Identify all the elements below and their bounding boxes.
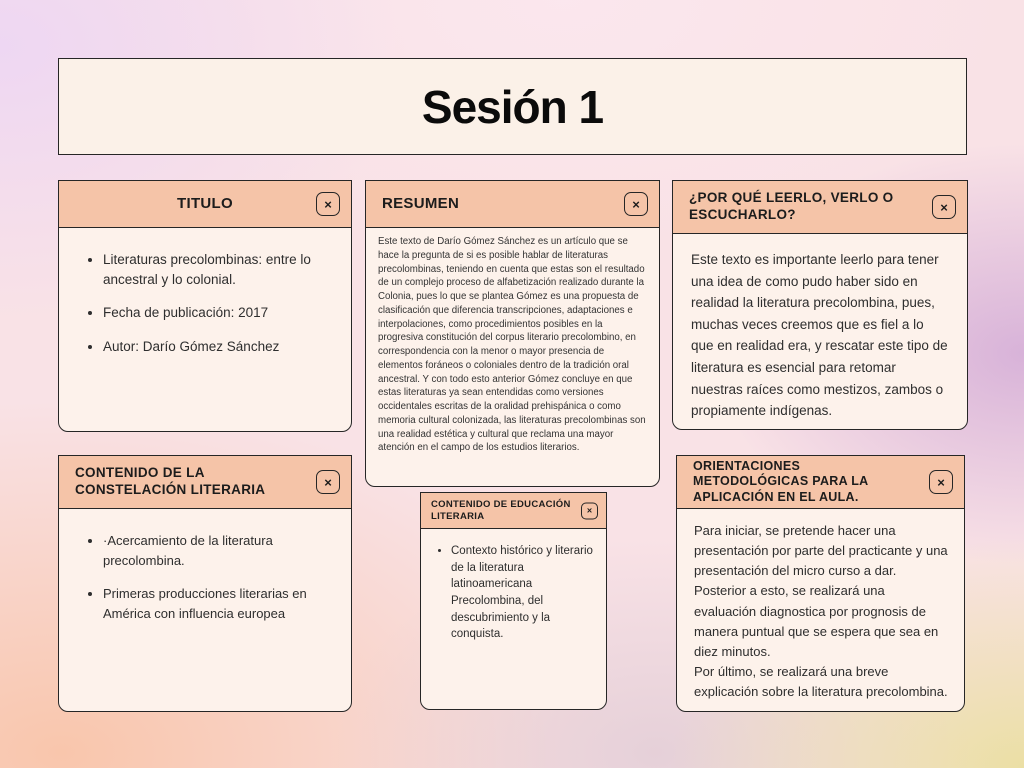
- session-title-banner: [58, 58, 967, 155]
- card-constelacion-body: [59, 509, 351, 711]
- card-educacion-header: [421, 493, 606, 529]
- card-orientaciones-title: ORIENTACIONES METODOLÓGICAS PARA LA APLICACIÓN EN EL AULA.: [693, 458, 869, 504]
- list-item: • Primeras producciones literarias en América con influencia europea: [103, 584, 335, 623]
- card-titulo[interactable]: [58, 180, 352, 432]
- card-resumen-title: RESUMEN: [382, 194, 460, 212]
- card-educacion-title: CONTENIDO DE EDUCACIÓN LITERARIA: [431, 498, 571, 522]
- page-title: Sesión 1: [421, 80, 604, 133]
- card-titulo-body: [59, 228, 351, 431]
- card-orientaciones-header: [677, 456, 964, 509]
- list-item: • Literaturas precolombinas: entre lo ancestral y lo colonial.: [103, 250, 331, 289]
- paragraph: Para iniciar, se pretende hacer una presentación por parte del practicante y una presentación del micro curso a dar.: [694, 523, 948, 579]
- card-porque-title: ¿POR QUÉ LEERLO, VERLO O ESCUCHARLO?: [689, 190, 894, 222]
- card-orientaciones[interactable]: [676, 455, 965, 712]
- paragraph: Posterior a esto, se realizará una evaluación diagnostica por prognosis de manera puntual que se espera que sea en diez minutos.: [694, 583, 939, 659]
- list-item: • ·Acercamiento de la literatura precolombina.: [103, 531, 335, 570]
- card-porque-leerlo[interactable]: [672, 180, 968, 430]
- card-orientaciones-body: [677, 509, 964, 711]
- close-icon[interactable]: ×: [932, 195, 956, 219]
- titulo-list: [81, 250, 331, 356]
- card-educacion-body: [421, 529, 606, 709]
- card-titulo-title: TITULO: [177, 194, 233, 212]
- card-constelacion-title: CONTENIDO DE LA CONSTELACIÓN LITERARIA: [75, 465, 266, 497]
- close-icon[interactable]: ×: [929, 470, 953, 494]
- card-constelacion[interactable]: [58, 455, 352, 712]
- close-icon[interactable]: ×: [624, 192, 648, 216]
- card-resumen-header: [366, 181, 659, 228]
- close-icon[interactable]: ×: [581, 502, 598, 519]
- list-item: • Autor: Darío Gómez Sánchez: [103, 337, 331, 357]
- card-educacion[interactable]: [420, 492, 607, 710]
- card-porque-body: Este texto es importante leerlo para tener una idea de como pudo haber sido en realidad la literatura precolombina, pues, muchas veces creemos que es fiel a lo que en realidad era, y rescatar este tipo de literatura es esencial para retomar nuestras raíces como mestizos, zambos o propiamente indígenas.: [691, 252, 948, 419]
- card-constelacion-header: [59, 456, 351, 509]
- card-titulo-header: [59, 181, 351, 228]
- list-item: • Fecha de publicación: 2017: [103, 303, 331, 323]
- close-icon[interactable]: ×: [316, 192, 340, 216]
- card-resumen-body: Este texto de Darío Gómez Sánchez es un artículo que se hace la pregunta de si es posible hablar de literaturas precolombinas, teniendo en cuenta que estas son el resultado de un complejo proceso de alfabetización realizado durante la Colonia, pues lo que se plantea Gómez es una propuesta de clasificación que diferencia transcripciones, adaptaciones e interpolaciones, como procedimientos posibles en la progresiva constitución del corpus literario precolombino, en correspondencia con la menor o mayor presencia de elementos foráneos o coloniales dentro de la tradición oral ancestral. Y con todo esto anterior Gómez concluye en que estas literaturas ya sean entendidas como versiones occidentales escritas de la oralidad prehispánica o como memoria cultural colonizada, las literaturas precolombinas son una realidad estética y cultural que reclama una mayor atención en el campo de los estudios literarios.: [378, 236, 646, 454]
- educacion-list: [435, 543, 596, 643]
- card-porque-header: [673, 181, 967, 234]
- close-icon[interactable]: ×: [316, 470, 340, 494]
- card-resumen[interactable]: [365, 180, 660, 487]
- list-item: • Contexto histórico y literario de la literatura latinoamericana Precolombina, del descubrimiento y la conquista.: [451, 543, 596, 643]
- paragraph: Por último, se realizará una breve explicación sobre la literatura precolombina.: [694, 663, 948, 700]
- constelacion-list: [83, 531, 335, 623]
